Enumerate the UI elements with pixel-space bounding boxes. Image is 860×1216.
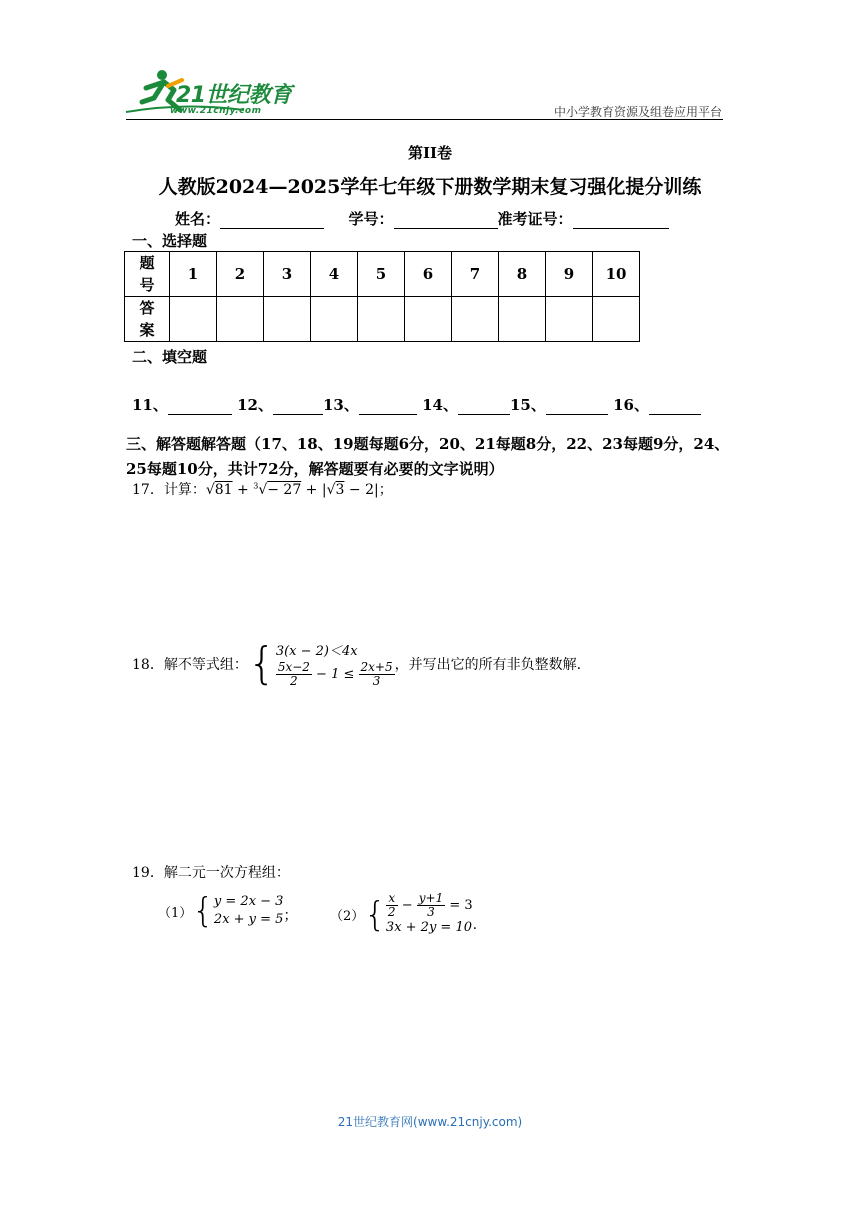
table-number-cell: 9 [546, 252, 593, 297]
q17-label: 17．计算： [132, 482, 206, 498]
table-number-cell: 3 [264, 252, 311, 297]
answer-cell[interactable] [546, 297, 593, 342]
table-row-head-answer: 答 案 [125, 297, 170, 342]
fill-label: 12、 [237, 396, 273, 414]
brace-icon: { [192, 891, 214, 931]
footer-source: 21世纪教育网(www.21cnjy.com) [337, 1115, 523, 1129]
fill-blank[interactable] [359, 400, 417, 415]
fill-label: 16、 [613, 396, 649, 414]
fill-blank[interactable] [273, 400, 323, 415]
table-number-cell: 8 [499, 252, 546, 297]
answer-cell[interactable] [593, 297, 640, 342]
fill-label: 15、 [509, 396, 546, 414]
fill-label: 14、 [422, 396, 458, 414]
table-row-head-number: 题 号 [125, 252, 170, 297]
section-answer-heading: 三、解答题解答题（17、18、19题每题6分，20、21每题8分，22、23每题9分，24、25每题10分，共计72分，解答题要有必要的文字说明） [126, 435, 730, 478]
table-number-cell: 10 [593, 252, 640, 297]
question-19-part-1: （1） { y = 2x − 3 2x + y = 5 ； [158, 891, 298, 931]
exam-number-blank[interactable] [573, 212, 669, 229]
id-label: 学号： [348, 210, 394, 228]
fill-blank[interactable] [649, 400, 701, 415]
brace-icon: { [364, 894, 386, 935]
answer-cell[interactable] [311, 297, 358, 342]
q17-tail: ； [378, 482, 393, 498]
table-number-cell: 6 [405, 252, 452, 297]
student-info-line [175, 208, 669, 229]
section-fill-heading: 二、填空题 [132, 348, 208, 366]
q18-inequality-1: 3(x − 2)＜4x [275, 644, 358, 659]
table-number-cell: 5 [358, 252, 405, 297]
header-divider [126, 119, 723, 120]
brace-icon: { [247, 638, 276, 689]
table-number-cell: 4 [311, 252, 358, 297]
id-blank[interactable] [394, 212, 498, 229]
fill-blank[interactable] [546, 400, 608, 415]
answer-cell[interactable] [499, 297, 546, 342]
answer-cell[interactable] [405, 297, 452, 342]
logo-text: 21世纪教育 [176, 83, 292, 108]
table-number-cell: 2 [217, 252, 264, 297]
answer-cell[interactable] [264, 297, 311, 342]
fill-label: 13、 [322, 396, 359, 414]
q18-tail: ，并写出它的所有非负整数解. [394, 657, 582, 673]
section-choice-heading: 一、选择题 [132, 232, 208, 250]
question-17: 17．计算：√81 + $^3$√− 27 + |√3 − 2|； [132, 481, 393, 498]
q18-label: 18．解不等式组： [132, 657, 248, 673]
answer-table [124, 251, 640, 342]
answer-cell[interactable] [452, 297, 499, 342]
table-number-cell: 1 [170, 252, 217, 297]
question-19-label: 19．解二元一次方程组： [132, 865, 290, 881]
question-19-part-2: （2） { $\frac{x}{2}$ − $\frac{y+1}{3}$ = 3 3x + 2y = 10 . [330, 891, 478, 935]
volume-title: 第II卷 [407, 144, 453, 162]
fill-blank-line [132, 394, 701, 415]
name-blank[interactable] [220, 212, 324, 229]
answer-cell[interactable] [217, 297, 264, 342]
answer-cell[interactable] [170, 297, 217, 342]
name-label: 姓名： [175, 210, 221, 228]
fill-blank[interactable] [458, 400, 510, 415]
exam-number-label: 准考证号： [497, 210, 573, 228]
logo-url: www.21cnjy.com [170, 106, 262, 116]
table-number-cell: 7 [452, 252, 499, 297]
fill-blank[interactable] [168, 400, 232, 415]
answer-cell[interactable] [358, 297, 405, 342]
question-18: 18．解不等式组： { 3(x − 2)＜4x $\frac{5x-2}{2}$ − 1 ≤ $\frac{2x+5}{3}$ ，并写出它的所有非负整数解. [132, 638, 582, 689]
page-title: 人教版2024—2025学年七年级下册数学期末复习强化提分训练 [158, 176, 702, 198]
fill-label: 11、 [132, 396, 168, 414]
platform-label: 中小学教育资源及组卷应用平台 [553, 105, 722, 119]
